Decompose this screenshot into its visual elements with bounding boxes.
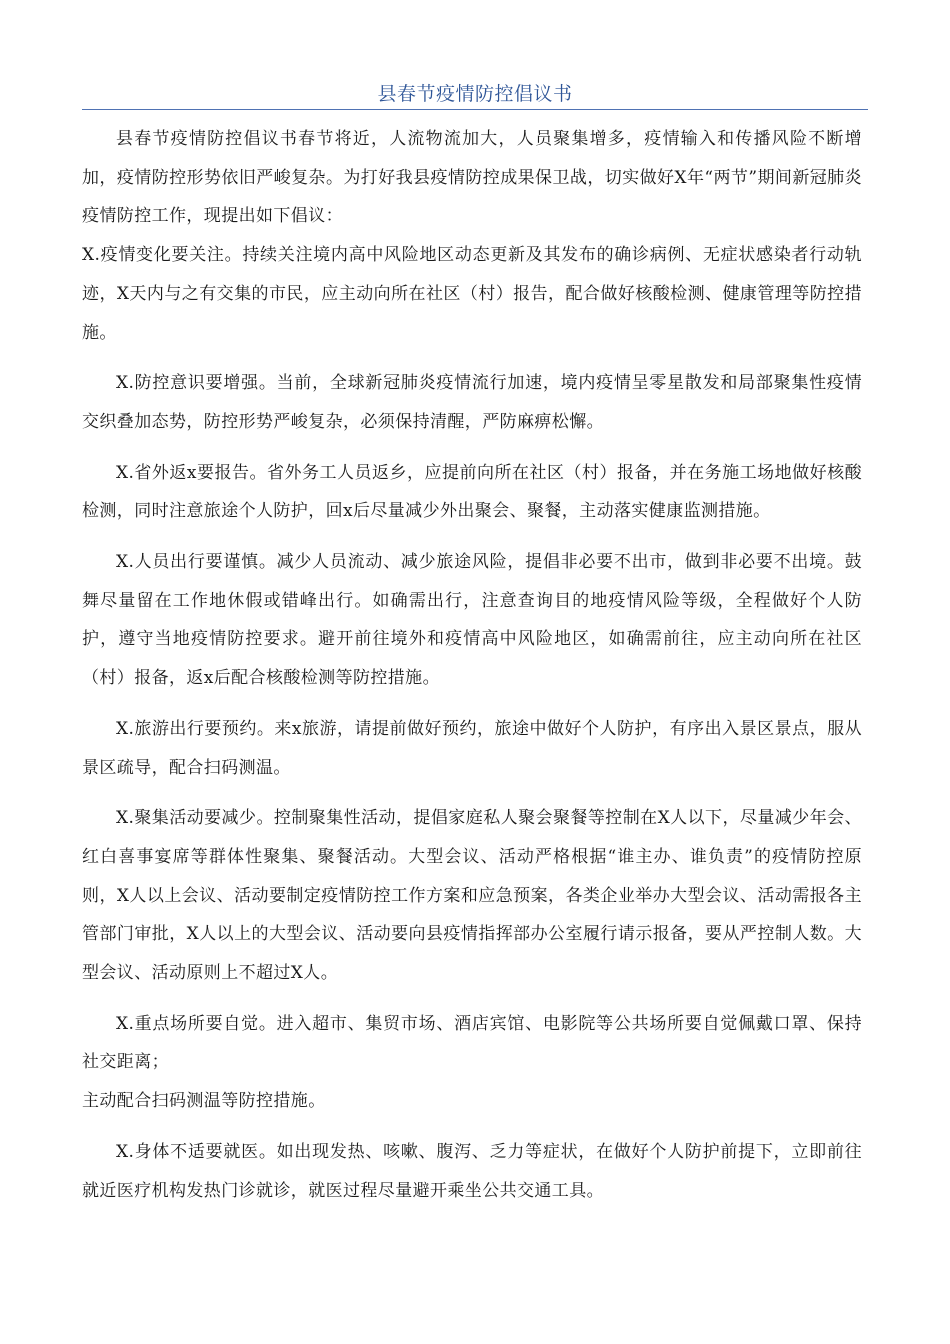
document-body: [82, 120, 862, 1210]
paragraph-travel-caution: X.人员出行要谨慎。减少人员流动、减少旅途风险，提倡非必要不出市，做到非必要不出境。鼓舞尽量留在工作地休假或错峰出行。如确需出行，注意查询目的地疫情风险等级，全程做好个人防护，遵守当地疫情防控要求。避开前往境外和疫情高中风险地区，如确需前往，应主动向所在社区（村）报备，返x后配合核酸检测等防控措施。: [82, 552, 862, 689]
paragraph-gatherings: X.聚集活动要减少。控制聚集性活动，提倡家庭私人聚会聚餐等控制在X人以下，尽量减少年会、红白喜事宴席等群体性聚集、聚餐活动。大型会议、活动严格根据“谁主办、谁负责”的疫情防控原则，X人以上会议、活动要制定疫情防控工作方案和应急预案，各类企业举办大型会议、活动需报各主管部门审批，X人以上的大型会议、活动要向县疫情指挥部办公室履行请示报备，要从严控制人数。大型会议、活动原则上不超过X人。: [82, 808, 862, 984]
paragraph-tourism-booking: X.旅游出行要预约。来x旅游，请提前做好预约，旅途中做好个人防护，有序出入景区景点，服从景区疏导，配合扫码测温。: [82, 718, 862, 778]
intro-paragraph: 县春节疫情防控倡议书春节将近，人流物流加大，人员聚集增多，疫情输入和传播风险不断增加，疫情防控形势依旧严峻复杂。为打好我县疫情防控成果保卫战，切实做好X年“两节”期间新冠肺炎疫情防控工作，现提出如下倡议：: [82, 129, 862, 227]
paragraph-return-report: X.省外返x要报告。省外务工人员返乡，应提前向所在社区（村）报备，并在务施工场地做好核酸检测，同时注意旅途个人防护，回x后尽量减少外出聚会、聚餐，主动落实健康监测措施。: [82, 462, 862, 522]
title-divider: [82, 109, 868, 110]
paragraph-key-venues: X.重点场所要自觉。进入超市、集贸市场、酒店宾馆、电影院等公共场所要自觉佩戴口罩、保持社交距离；: [82, 1013, 862, 1073]
document-title: 县春节疫情防控倡议书: [377, 83, 573, 105]
paragraph-key-venues-continued: 主动配合扫码测温等防控措施。: [82, 1091, 326, 1112]
paragraph-seek-medical: X.身体不适要就医。如出现发热、咳嗽、腹泻、乏力等症状，在做好个人防护前提下，立即前往就近医疗机构发热门诊就诊，就医过程尽量避开乘坐公共交通工具。: [82, 1141, 862, 1201]
paragraph-prevention-awareness: X.防控意识要增强。当前，全球新冠肺炎疫情流行加速，境内疫情呈零星散发和局部聚集性疫情交织叠加态势，防控形势严峻复杂，必须保持清醒，严防麻痹松懈。: [82, 373, 862, 432]
paragraph-epidemic-changes: X.疫情变化要关注。持续关注境内高中风险地区动态更新及其发布的确诊病例、无症状感染者行动轨迹，X天内与之有交集的市民，应主动向所在社区（村）报告，配合做好核酸检测、健康管理等防控措施。: [82, 245, 862, 343]
